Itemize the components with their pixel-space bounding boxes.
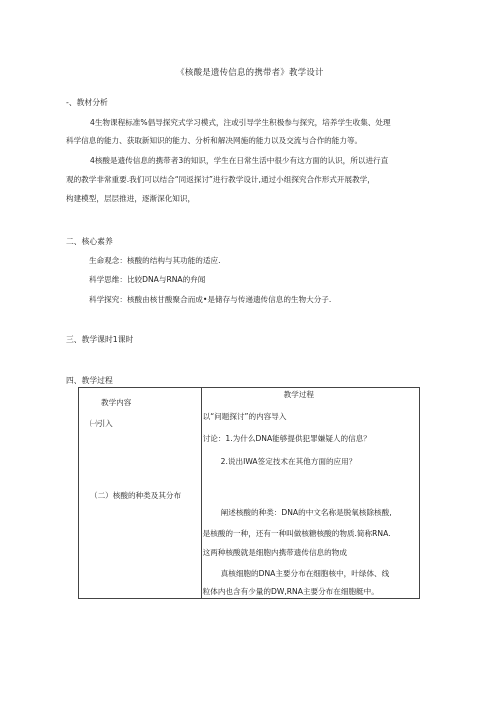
core-literacy-item-2: 科学思维：比较DNA与RNA的弁闻 xyxy=(89,275,206,284)
row-intro-line-1: 以“问题探讨”的内容导入 xyxy=(202,412,287,421)
section-heading-teaching-process: 四、教学过程 xyxy=(66,376,113,385)
content-column xyxy=(79,388,202,599)
row-types-line-4: 真核细胞的DNA主要分布在细胞核中，叶绿体、线 xyxy=(220,569,390,578)
row-intro-content: ㈠引入 xyxy=(90,419,113,428)
row-types-content: （二）核酸的种类及其分布 xyxy=(90,491,182,500)
core-literacy-item-3: 科学探究：核酸由核甘酸聚合而成•是储存与传递遗传信息的生物大分子. xyxy=(89,295,332,304)
row-types-line-1: 阐述核酸的种类：DNA的中文名称是脱氧核除核酸, xyxy=(220,508,392,517)
row-types-line-2: 是核酸的一种，还有一种叫做核糖核酸的物质.简称RNA. xyxy=(202,529,391,538)
row-intro-line-2: 讨论：1.为什么DNA能够提供犯罪嫌疑人的信息？ xyxy=(202,434,371,443)
core-literacy-item-1: 生命观念：核酸的结构与其功能的适应. xyxy=(89,256,221,265)
row-types-line-5: 粒体内也含有少量的DW,RNA主要分布在细胞艇中。 xyxy=(202,587,379,596)
process-column xyxy=(201,388,419,599)
document-title: 《核酸是遗传信息的携带者》教学设计 xyxy=(176,67,324,77)
section-heading-class-hours: 三、教学课时1课时 xyxy=(66,335,134,344)
paragraph-2-line-1: 4核酸是遗传信息的携带者3的知识，学生在日常生活中很少有这方面的认识，所以进行直 xyxy=(90,156,389,165)
column-header-content: 教学内容 xyxy=(101,398,132,407)
paragraph-2-line-3: 构建模型，层层推进，逐渐深化知识， xyxy=(66,194,196,203)
section-heading-textbook-analysis: -、教材分析 xyxy=(66,98,108,107)
row-intro-line-3: 2.说出IWA签定技术在其他方面的应用？ xyxy=(220,457,357,466)
paragraph-1-line-1: 4生物课程标准%倡导探究式学习模式，注或引导学生积极参与探究，培养学生收集、处理 xyxy=(90,118,391,127)
paragraph-1-line-2: 科学信息的能力、获取新知识的能力、分析和解决网施的能力以及交流与合作的能力等。 xyxy=(66,136,363,145)
column-header-process: 教学过程 xyxy=(283,390,315,399)
teaching-process-table xyxy=(78,387,420,599)
section-heading-core-literacy: 二、核心素养 xyxy=(66,237,113,246)
row-types-line-3: 这两种核酸就是细胞内携带遗传信息的物成 xyxy=(202,548,347,557)
paragraph-2-line-2: 观的教学非常重要.我们可以结合“同返探讨”进行教学设计,通过小组探究合作形式开展教学， xyxy=(66,175,375,184)
